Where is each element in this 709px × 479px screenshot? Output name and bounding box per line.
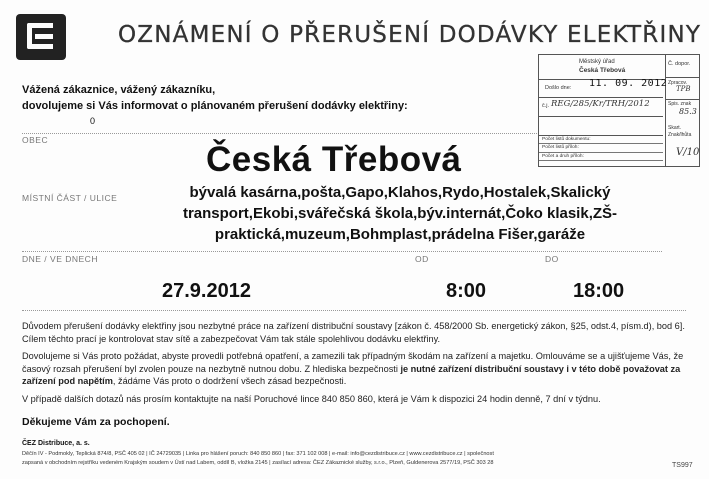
stamp-side-top: Č. dopor. xyxy=(668,61,691,67)
body-p2-bold: je nutné zařízení distribuční soustavy i v této době považovat za zařízení pod napětím xyxy=(22,363,681,386)
stamp-side-mid2: Spis. znak xyxy=(668,101,692,107)
stamp-hand-spis: 85.3 xyxy=(679,107,697,116)
footer-line2: zapsaná v obchodním rejstříku vedeném Krajským soudem v Ústí nad Labem, oddíl B, vložka 2145 | zasílací adresa: ČEZ Zákaznické služby, s.r.o., Plzeň, Guldenerova 2577/19, PSČ 303 28 xyxy=(22,460,494,466)
registry-stamp xyxy=(538,54,700,167)
stamp-ref-label: č.j. xyxy=(542,103,550,109)
body-p2-end: , žádáme Vás proto o dodržení všech zásad bezpečnosti. xyxy=(112,376,347,386)
label-od: OD xyxy=(415,254,429,264)
stamp-row1: Počet listů dokumentu: xyxy=(542,137,591,142)
separator-body xyxy=(22,310,686,311)
value-obec: Česká Třebová xyxy=(206,140,462,179)
footer-company: ČEZ Distribuce, a. s. xyxy=(22,440,90,447)
stamp-hand-zpracov: TPB xyxy=(676,85,691,93)
value-od: 8:00 xyxy=(446,280,487,302)
stamp-hand-lhuta: V/10 xyxy=(676,147,700,158)
stamp-side-bot2: Znak/lhůta xyxy=(668,132,692,138)
greeting-code: 0 xyxy=(90,116,96,126)
body-paragraph-3: V případě dalších dotazů nás prosím kontaktujte na naší Poruchové lince 840 850 860, která je Vám k dispozici 24 hodin denně, 7 dní v týdnu. xyxy=(22,394,601,404)
thanks-line: Děkujeme Vám za pochopení. xyxy=(22,416,170,428)
body-p2-start: Dovolujeme si Vás proto požádat, abyste provedli potřebná opatření, a zamezili tak případným škodám na zařízení a majetku. Omlouváme se a ujišťujeme Vás, že časový rozsah přerušení byl zvolen pouze na nezbytně nutnou dobu. Z hlediska bezpečnosti xyxy=(22,351,684,374)
label-obec: OBEC xyxy=(22,135,49,145)
body-paragraph-1: Důvodem přerušení dodávky elektřiny jsou nezbytné práce na zařízení distribuční soustavy [zákon č. 458/2000 Sb. energetický zákon, §25, odst.4, písm.d), bod 6]. Cílem těchto prací je kontrolovat stav sítě a zabezpečovat Vám tak stále spolehlivou dodávku elektřiny. xyxy=(22,321,685,344)
document-title: OZNÁMENÍ O PŘERUŠENÍ DODÁVKY ELEKTŘINY xyxy=(118,22,702,48)
label-cast: MÍSTNÍ ČÁST / ULICE xyxy=(22,193,118,203)
separator-obec xyxy=(22,133,537,134)
stamp-side-mid1: Zpracov. xyxy=(668,80,688,86)
stamp-received-label: Došlo dne: xyxy=(545,85,572,91)
cez-logo xyxy=(16,14,66,60)
separator-den xyxy=(22,251,662,252)
footer-text xyxy=(22,450,696,468)
stamp-office-line2: Česká Třebová xyxy=(579,67,626,74)
greeting-line1: Vážená zákaznice, vážený zákazníku, xyxy=(22,84,216,96)
value-den: 27.9.2012 xyxy=(162,280,251,302)
stamp-side-bot1: Skart. xyxy=(668,125,682,131)
stamp-row3: Počet a druh příloh: xyxy=(542,154,584,159)
label-den: DNE / VE DNECH xyxy=(22,254,98,264)
label-do: DO xyxy=(545,254,559,264)
footer-line1: Děčín IV - Podmokly, Teplická 874/8, PSČ 405 02 | IČ 24729035 | Linka pro hlášení poruch: 840 850 860 | fax: 371 102 008 | e-mail: info@cezdistribuce.cz | www.cezdistribuce.cz | společnost xyxy=(22,451,494,457)
stamp-ref-value: REG/285/Kr/TRH/2012 xyxy=(551,99,650,109)
stamp-row2: Počet listů příloh: xyxy=(542,145,579,150)
greeting-line2: dovolujeme si Vás informovat o plánovaném přerušení dodávky elektřiny: xyxy=(22,100,408,112)
value-cast: bývalá kasárna,pošta,Gapo,Klahos,Rydo,Hostalek,Skalický transport,Ekobi,svářečská škola,býv.internát,Čoko klasik,ZŠ-praktická,muzeum,Bohmplast,prádelna Fišer,garáže xyxy=(182,184,618,243)
document-code: TS997 xyxy=(672,462,693,469)
body-paragraph-2 xyxy=(22,350,686,388)
stamp-office-line1: Městský úřad xyxy=(579,59,615,65)
value-do: 18:00 xyxy=(573,280,625,302)
stamp-received-date: 11. 09. 2012 xyxy=(589,78,668,89)
